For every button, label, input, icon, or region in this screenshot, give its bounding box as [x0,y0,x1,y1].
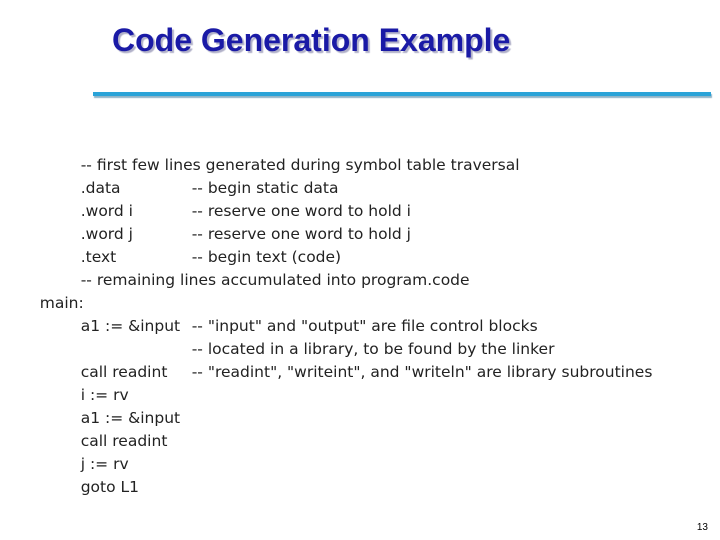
code-line-3-comment [172,177,411,220]
code-comment: -- reserve one word to hold j [191,224,411,243]
code-text: .data [80,178,121,197]
code-line-2-comment [172,154,339,197]
code-line-7 [20,269,84,312]
code-line-10-comment [172,338,653,381]
code-line-4-comment [172,200,411,243]
code-line-9-comment [172,315,555,358]
code-comment: -- remaining lines accumulated into program.code [80,270,470,289]
code-comment: -- "input" and "output" are file control blocks [191,316,538,335]
code-line-5-comment [172,223,342,266]
code-line-8-comment [172,292,538,335]
code-text: goto L1 [80,477,140,496]
code-text: .word j [80,224,133,243]
code-comment: -- begin static data [191,178,339,197]
code-line-11 [61,361,129,404]
code-line-10 [61,338,168,381]
code-text: .word i [80,201,133,220]
code-line-14 [61,430,129,473]
code-line-13 [61,407,168,450]
code-text: call readint [80,362,168,381]
code-line-15 [61,453,140,496]
page-number: 13 [696,522,708,533]
code-comment: -- reserve one word to hold i [191,201,411,220]
code-text: a1 := &input [80,408,181,427]
code-line-12 [61,384,181,427]
title-underline [93,92,711,96]
code-line-5 [61,223,117,266]
slide-title: Code Generation Example [112,22,511,58]
code-text: a1 := &input [80,316,181,335]
code-text: i := rv [80,385,129,404]
code-text: call readint [80,431,168,450]
code-text: .text [80,247,117,266]
code-line-8 [61,292,181,335]
code-comment: -- "readint", "writeint", and "writeln" are library subroutines [191,362,653,381]
code-line-3 [61,177,133,220]
code-label: main: [39,293,84,312]
code-line-2 [61,154,121,197]
code-comment: -- located in a library, to be found by the linker [191,339,555,358]
code-line-4 [61,200,133,243]
code-text: j := rv [80,454,129,473]
code-line-1 [61,131,520,174]
code-comment: -- first few lines generated during symbol table traversal [80,155,520,174]
code-comment: -- begin text (code) [191,247,342,266]
code-line-6 [61,246,470,289]
